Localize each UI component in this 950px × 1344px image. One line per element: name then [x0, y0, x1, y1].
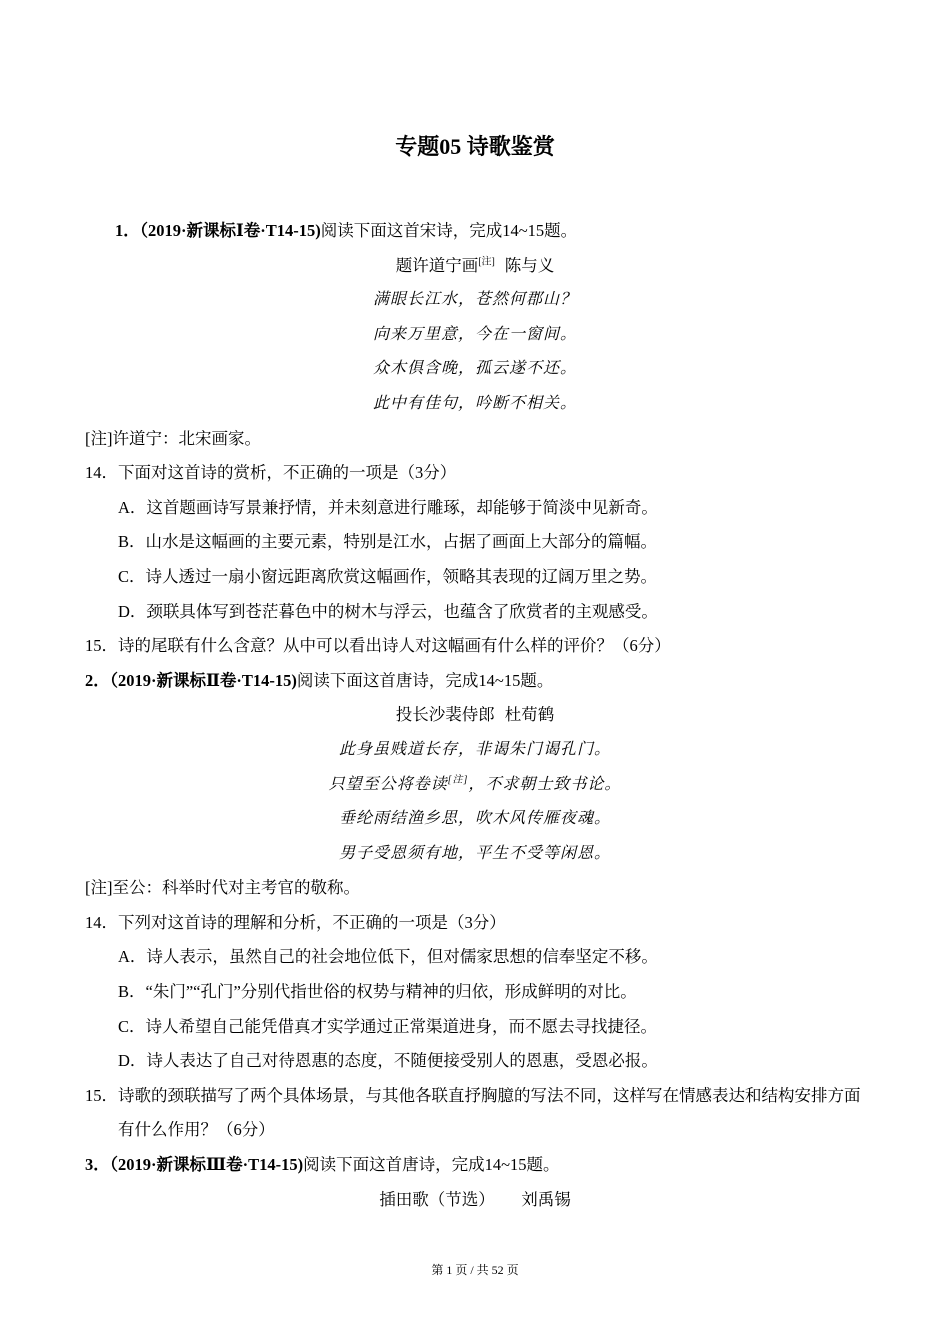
- poem2-note-ref: [注]: [447, 774, 469, 786]
- poem2-line-3: 垂纶雨结渔乡思，吹木风传雁夜魂。: [338, 810, 611, 828]
- poem1-title: 题许道宁画: [395, 255, 479, 275]
- q2-note: [注]至公：科举时代对主考官的敬称。: [85, 878, 360, 898]
- page-title: 专题05 诗歌鉴赏: [395, 134, 555, 159]
- poem3-title: 插田歌（节选）: [379, 1189, 495, 1209]
- poem1-line-3: 众木俱含晚，孤云遂不还。: [372, 360, 577, 378]
- q2-number: 2．: [85, 670, 110, 690]
- poem1-title-line: [85, 249, 865, 284]
- q1-number: 1．: [115, 221, 140, 240]
- q1-note: [注]许道宁：北宋画家。: [85, 428, 261, 448]
- poem3-title-line: [85, 1183, 865, 1218]
- q1-source: （2019·新课标Ⅰ卷·T14-15): [139, 221, 321, 240]
- poem1-note-ref: [注]: [478, 256, 495, 268]
- poem2-line-2: [85, 768, 865, 803]
- poem2-title: 投长沙裴侍郎: [395, 705, 495, 725]
- q1-option-d: D．颈联具体写到苍茫暮色中的树木与浮云，也蕴含了欣赏者的主观感受。: [118, 601, 658, 621]
- q1-option-b: B．山水是这幅画的主要元素，特别是江水，占据了画面上大部分的篇幅。: [118, 532, 658, 552]
- poem2-title-line: [85, 698, 865, 733]
- q2-heading: [85, 664, 865, 699]
- q3-source: （2019·新课标Ⅲ卷·T14-15): [109, 1155, 304, 1175]
- q3-intro: 阅读下面这首唐诗，完成14~15题。: [303, 1155, 560, 1175]
- q2-option-b: B．“朱门”“孔门”分别代指世俗的权势与精神的归依，形成鲜明的对比。: [118, 982, 637, 1002]
- poem2-line-2-post: ，不求朝士致书论。: [468, 775, 622, 793]
- q2-question-14: 14．下列对这首诗的理解和分析，不正确的一项是（3分）: [85, 912, 506, 932]
- q2-question-15: 15．诗歌的颈联描写了两个具体场景，与其他各联直抒胸臆的写法不同，这样写在情感表达和结构安排方面有什么作用？（6分）: [85, 1085, 861, 1140]
- q2-source: （2019·新课标Ⅱ卷·T14-15): [109, 670, 297, 690]
- q1-question-15: 15．诗的尾联有什么含意？从中可以看出诗人对这幅画有什么样的评价？（6分）: [85, 636, 671, 656]
- poem1-line-4: 此中有佳句，吟断不相关。: [372, 394, 577, 412]
- q3-number: 3．: [85, 1155, 110, 1175]
- page-footer: 第 1 页 / 共 52 页: [431, 1263, 519, 1277]
- poem3-author: 刘禹锡: [521, 1189, 571, 1209]
- q1-option-c: C．诗人透过一扇小窗远距离欣赏这幅画作，领略其表现的辽阔万里之势。: [118, 566, 658, 586]
- q1-question-14: 14．下面对这首诗的赏析，不正确的一项是（3分）: [85, 463, 457, 483]
- q2-option-c: C．诗人希望自己能凭借真才实学通过正常渠道进身，而不愿去寻找捷径。: [118, 1016, 658, 1036]
- poem2-line-1: 此身虽贱道长存，非谒朱门谒孔门。: [338, 740, 611, 758]
- poem2-line-2-pre: 只望至公将卷读: [328, 775, 448, 793]
- q1-intro: 阅读下面这首宋诗，完成14~15题。: [320, 221, 578, 240]
- q1-heading: [85, 214, 865, 249]
- poem1-line-1: 满眼长江水，苍然何郡山？: [372, 291, 577, 309]
- poem2-line-4: 男子受恩须有地，平生不受等闲恩。: [338, 844, 611, 862]
- poem1-author: 陈与义: [504, 255, 555, 275]
- q2-option-a: A．诗人表示，虽然自己的社会地位低下，但对儒家思想的信奉坚定不移。: [118, 947, 658, 967]
- q2-option-d: D．诗人表达了自己对待恩惠的态度，不随便接受别人的恩惠，受恩必报。: [118, 1051, 658, 1071]
- poem2-author: 杜荀鹤: [504, 705, 555, 725]
- q1-option-a: A．这首题画诗写景兼抒情，并未刻意进行雕琢，却能够于简淡中见新奇。: [118, 497, 658, 517]
- q3-heading: [85, 1148, 865, 1183]
- poem1-line-2: 向来万里意，今在一窗间。: [372, 325, 577, 343]
- q2-intro: 阅读下面这首唐诗，完成14~15题。: [296, 670, 554, 690]
